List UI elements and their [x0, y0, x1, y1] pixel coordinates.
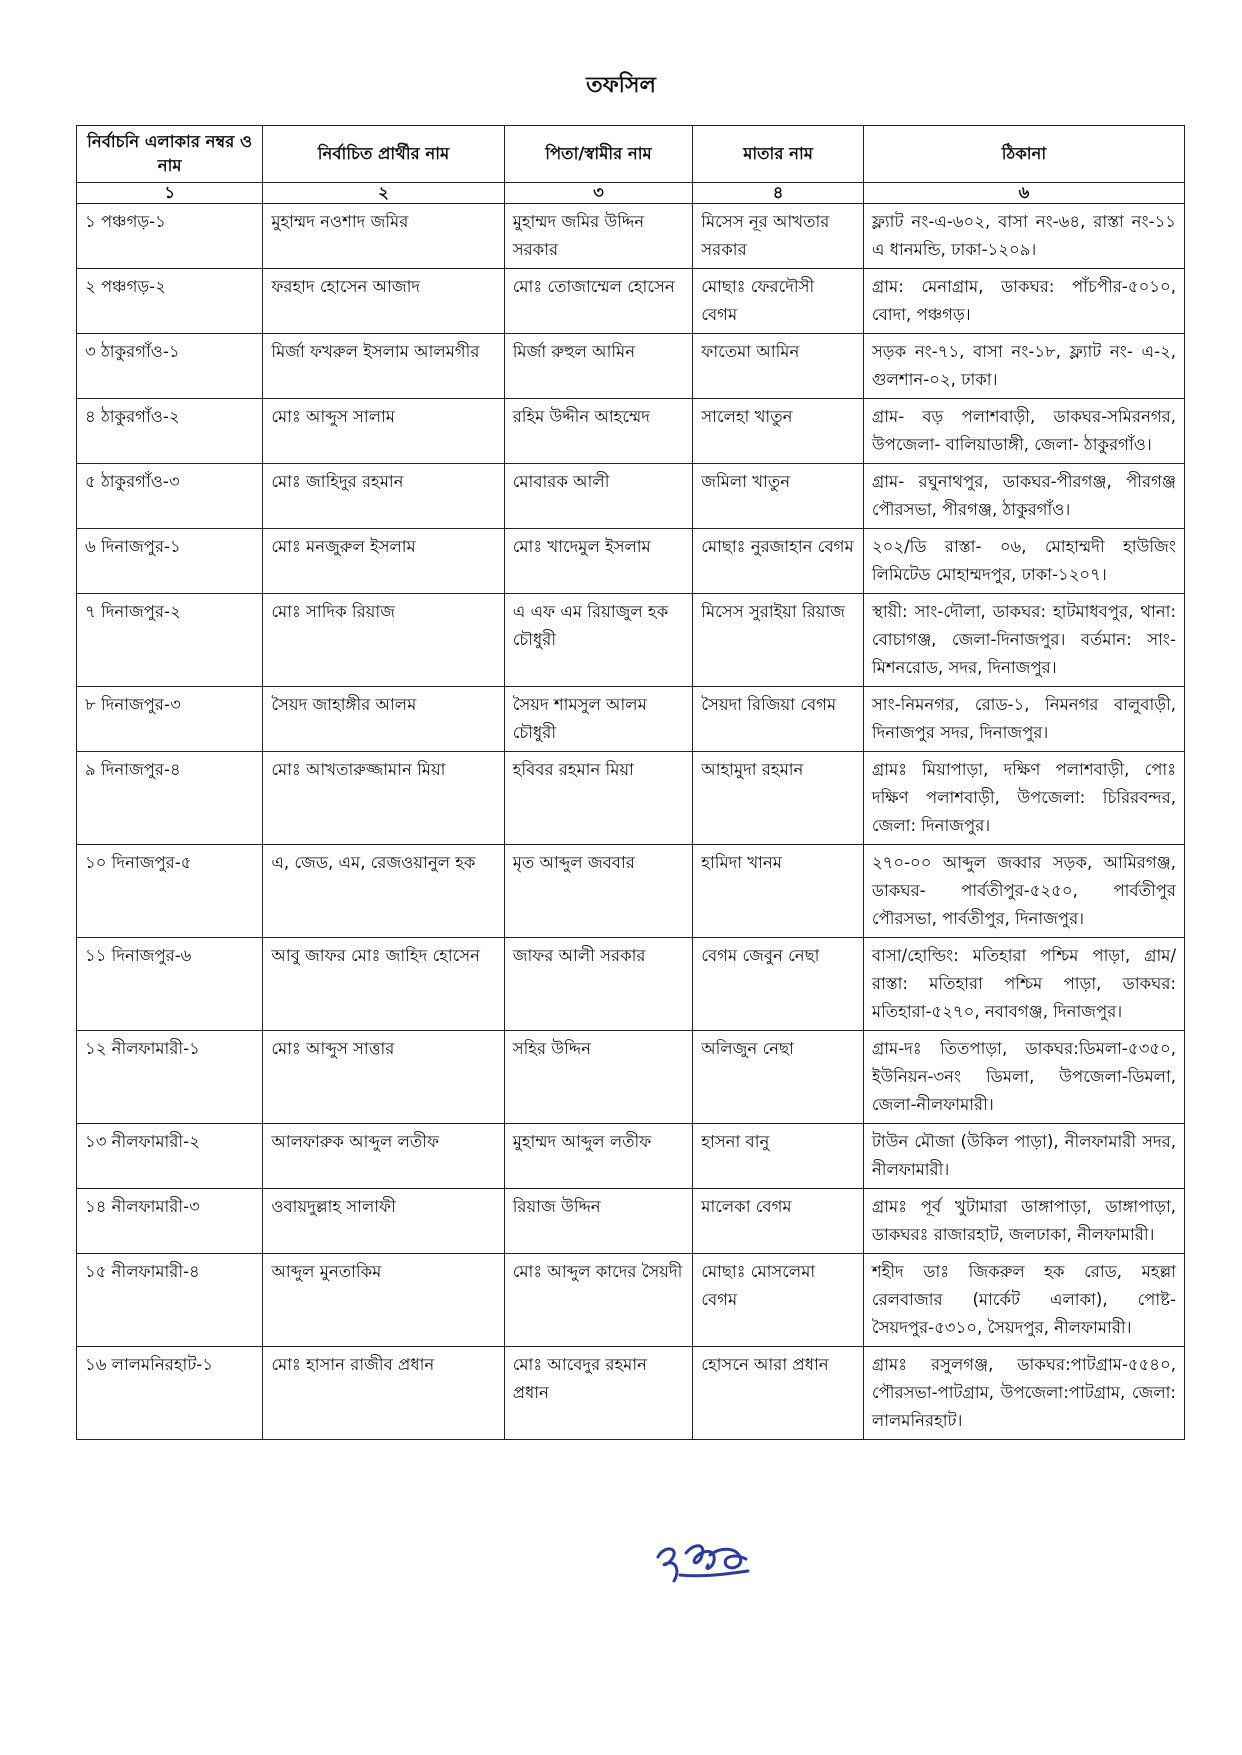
header-row: [77, 126, 1185, 183]
column-number: ২: [263, 183, 504, 204]
table-row: [77, 594, 1185, 687]
cell-mother-name: বেগম জেবুন নেছা: [693, 938, 864, 1031]
cell-candidate-name: মোঃ হাসান রাজীব প্রধান: [263, 1347, 504, 1440]
cell-father-name: মোঃ আবেদুর রহমান প্রধান: [504, 1347, 693, 1440]
cell-address: গ্রামঃ পূর্ব খুটামারা ডাঙ্গাপাড়া, ডাঙ্গাপাড়া, ডাকঘরঃ রাজারহাট, জলঢাকা, নীলফামারী।: [863, 1189, 1184, 1254]
cell-candidate-name: ওবায়দুল্লাহ সালাফী: [263, 1189, 504, 1254]
cell-address: ২৭০-০০ আব্দুল জব্বার সড়ক, আমিরগঞ্জ, ডাকঘর- পার্বতীপুর-৫২৫০, পার্বতীপুর পৌরসভা, পার্বতীপুর, দিনাজপুর।: [863, 845, 1184, 938]
cell-mother-name: মোছাঃ ফেরদৌসী বেগম: [693, 269, 864, 334]
cell-address: গ্রামঃ মিয়াপাড়া, দক্ষিণ পলাশবাড়ী, পোঃ দক্ষিণ পলাশবাড়ী, উপজেলা: চিরিরবন্দর, জেলা: দিনাজপুর।: [863, 752, 1184, 845]
cell-area: ৬ দিনাজপুর-১: [77, 529, 263, 594]
table-body: [77, 204, 1185, 1440]
header-mother: মাতার নাম: [693, 126, 864, 183]
cell-mother-name: মিসেস নূর আখতার সরকার: [693, 204, 864, 269]
table-row: [77, 204, 1185, 269]
cell-area: ১ পঞ্চগড়-১: [77, 204, 263, 269]
table-row: [77, 269, 1185, 334]
cell-candidate-name: সৈয়দ জাহাঙ্গীর আলম: [263, 687, 504, 752]
cell-mother-name: জমিলা খাতুন: [693, 464, 864, 529]
cell-address: স্থায়ী: সাং-দৌলা, ডাকঘর: হাটমাধবপুর, থানা: বোচাগঞ্জ, জেলা-দিনাজপুর। বর্তমান: সাং-মিশনরোড, সদর, দিনাজপুর।: [863, 594, 1184, 687]
cell-mother-name: মোছাঃ মোসলেমা বেগম: [693, 1254, 864, 1347]
cell-father-name: মুহাম্মদ জমির উদ্দিন সরকার: [504, 204, 693, 269]
cell-candidate-name: ফরহাদ হোসেন আজাদ: [263, 269, 504, 334]
cell-candidate-name: মোঃ আখতারুজ্জামান মিয়া: [263, 752, 504, 845]
cell-father-name: জাফর আলী সরকার: [504, 938, 693, 1031]
table-row: [77, 529, 1185, 594]
cell-candidate-name: মোঃ সাদিক রিয়াজ: [263, 594, 504, 687]
table-row: [77, 845, 1185, 938]
cell-father-name: সহির উদ্দিন: [504, 1031, 693, 1124]
cell-address: গ্রাম- রঘুনাথপুর, ডাকঘর-পীরগঞ্জ, পীরগঞ্জ পৌরসভা, পীরগঞ্জ, ঠাকুরগাঁও।: [863, 464, 1184, 529]
header-name: নির্বাচিত প্রার্থীর নাম: [263, 126, 504, 183]
cell-address: গ্রাম-দঃ তিতপাড়া, ডাকঘর:ডিমলা-৫৩৫০, ইউনিয়ন-৩নং ডিমলা, উপজেলা-ডিমলা, জেলা-নীলফামারী।: [863, 1031, 1184, 1124]
cell-address: সাং-নিমনগর, রোড-১, নিমনগর বালুবাড়ী, দিনাজপুর সদর, দিনাজপুর।: [863, 687, 1184, 752]
cell-mother-name: ফাতেমা আমিন: [693, 334, 864, 399]
cell-area: ৮ দিনাজপুর-৩: [77, 687, 263, 752]
cell-mother-name: হোসনে আরা প্রধান: [693, 1347, 864, 1440]
cell-area: ১২ নীলফামারী-১: [77, 1031, 263, 1124]
cell-address: শহীদ ডাঃ জিকরুল হক রোড, মহল্লা রেলবাজার (মার্কেট এলাকা), পোষ্ট-সৈয়দপুর-৫৩১০, সৈয়দপুর, নীলফামারী।: [863, 1254, 1184, 1347]
cell-address: গ্রামঃ রসুলগঞ্জ, ডাকঘর:পাটগ্রাম-৫৫৪০, পৌরসভা-পাটগ্রাম, উপজেলা:পাটগ্রাম, জেলা: লালমনিরহাট।: [863, 1347, 1184, 1440]
cell-father-name: মোঃ তোজাম্মেল হোসেন: [504, 269, 693, 334]
cell-mother-name: হাসনা বানু: [693, 1124, 864, 1189]
cell-mother-name: অলিজুন নেছা: [693, 1031, 864, 1124]
header-father: পিতা/স্বামীর নাম: [504, 126, 693, 183]
page-title: তফসিল: [586, 73, 656, 98]
cell-father-name: মির্জা রুহুল আমিন: [504, 334, 693, 399]
column-number: ৪: [693, 183, 864, 204]
table-row: [77, 334, 1185, 399]
cell-area: ১৬ লালমনিরহাট-১: [77, 1347, 263, 1440]
table-row: [77, 464, 1185, 529]
column-number: ১: [77, 183, 263, 204]
cell-mother-name: হামিদা খানম: [693, 845, 864, 938]
cell-area: ১১ দিনাজপুর-৬: [77, 938, 263, 1031]
cell-father-name: সৈয়দ শামসুল আলম চৌধুরী: [504, 687, 693, 752]
cell-address: ফ্ল্যাট নং-এ-৬০২, বাসা নং-৬৪, রাস্তা নং-১১ এ ধানমন্ডি, ঢাকা-১২০৯।: [863, 204, 1184, 269]
table-row: [77, 399, 1185, 464]
column-number-row: [77, 183, 1185, 204]
table-row: [77, 1031, 1185, 1124]
cell-area: ১৫ নীলফামারী-৪: [77, 1254, 263, 1347]
table-row: [77, 752, 1185, 845]
cell-father-name: হবিবর রহমান মিয়া: [504, 752, 693, 845]
cell-mother-name: সালেহা খাতুন: [693, 399, 864, 464]
cell-area: ১৪ নীলফামারী-৩: [77, 1189, 263, 1254]
header-address: ঠিকানা: [863, 126, 1184, 183]
cell-candidate-name: মির্জা ফখরুল ইসলাম আলমগীর: [263, 334, 504, 399]
table-row: [77, 938, 1185, 1031]
cell-candidate-name: মোঃ আব্দুস সালাম: [263, 399, 504, 464]
table-row: [77, 687, 1185, 752]
cell-candidate-name: মুহাম্মদ নওশাদ জমির: [263, 204, 504, 269]
cell-area: ২ পঞ্চগড়-২: [77, 269, 263, 334]
cell-address: সড়ক নং-৭১, বাসা নং-১৮, ফ্ল্যাট নং- এ-২, গুলশান-০২, ঢাকা।: [863, 334, 1184, 399]
cell-area: ৫ ঠাকুরগাঁও-৩: [77, 464, 263, 529]
cell-father-name: মুহাম্মদ আব্দুল লতীফ: [504, 1124, 693, 1189]
cell-area: ৯ দিনাজপুর-৪: [77, 752, 263, 845]
cell-mother-name: মালেকা বেগম: [693, 1189, 864, 1254]
cell-address: টাউন মৌজা (উকিল পাড়া), নীলফামারী সদর, নীলফামারী।: [863, 1124, 1184, 1189]
cell-father-name: মৃত আব্দুল জববার: [504, 845, 693, 938]
column-number: ৬: [863, 183, 1184, 204]
table-row: [77, 1254, 1185, 1347]
cell-mother-name: মিসেস সুরাইয়া রিয়াজ: [693, 594, 864, 687]
column-number: ৩: [504, 183, 693, 204]
table-row: [77, 1347, 1185, 1440]
cell-candidate-name: মোঃ আব্দুস সাত্তার: [263, 1031, 504, 1124]
cell-candidate-name: আব্দুল মুনতাকিম: [263, 1254, 504, 1347]
cell-father-name: রহিম উদ্দীন আহম্মেদ: [504, 399, 693, 464]
signature: [650, 1535, 760, 1590]
cell-address: বাসা/হোল্ডিং: মতিহারা পশ্চিম পাড়া, গ্রাম/রাস্তা: মতিহারা পশ্চিম পাড়া, ডাকঘর: মতিহারা-৫২৭০, নবাবগঞ্জ, দিনাজপুর।: [863, 938, 1184, 1031]
cell-address: ২০২/ডি রাস্তা- ০৬, মোহাম্মদী হাউজিং লিমিটেড মোহাম্মদপুর, ঢাকা-১২০৭।: [863, 529, 1184, 594]
cell-candidate-name: মোঃ মনজুরুল ইসলাম: [263, 529, 504, 594]
cell-area: ৩ ঠাকুরগাঁও-১: [77, 334, 263, 399]
cell-candidate-name: মোঃ জাহিদুর রহমান: [263, 464, 504, 529]
cell-candidate-name: এ, জেড, এম, রেজওয়ানুল হক: [263, 845, 504, 938]
cell-father-name: মোবারক আলী: [504, 464, 693, 529]
table-row: [77, 1189, 1185, 1254]
cell-candidate-name: আবু জাফর মোঃ জাহিদ হোসেন: [263, 938, 504, 1031]
cell-father-name: মোঃ খাদেমুল ইসলাম: [504, 529, 693, 594]
candidate-table: [76, 125, 1185, 1440]
cell-area: ৭ দিনাজপুর-২: [77, 594, 263, 687]
cell-father-name: এ এফ এম রিয়াজুল হক চৌধুরী: [504, 594, 693, 687]
cell-address: গ্রাম: মেনাগ্রাম, ডাকঘর: পাঁচপীর-৫০১০, বোদা, পঞ্চগড়।: [863, 269, 1184, 334]
cell-address: গ্রাম- বড় পলাশবাড়ী, ডাকঘর-সমিরনগর, উপজেলা- বালিয়াডাঙ্গী, জেলা- ঠাকুরগাঁও।: [863, 399, 1184, 464]
cell-mother-name: আহামুদা রহমান: [693, 752, 864, 845]
header-area: নির্বাচনি এলাকার নম্বর ও নাম: [77, 126, 263, 183]
cell-candidate-name: আলফারুক আব্দুল লতীফ: [263, 1124, 504, 1189]
cell-area: ১৩ নীলফামারী-২: [77, 1124, 263, 1189]
cell-father-name: মোঃ আব্দুল কাদের সৈয়দী: [504, 1254, 693, 1347]
cell-mother-name: সৈয়দা রিজিয়া বেগম: [693, 687, 864, 752]
cell-area: ১০ দিনাজপুর-৫: [77, 845, 263, 938]
cell-area: ৪ ঠাকুরগাঁও-২: [77, 399, 263, 464]
cell-father-name: রিয়াজ উদ্দিন: [504, 1189, 693, 1254]
table-row: [77, 1124, 1185, 1189]
cell-mother-name: মোছাঃ নুরজাহান বেগম: [693, 529, 864, 594]
